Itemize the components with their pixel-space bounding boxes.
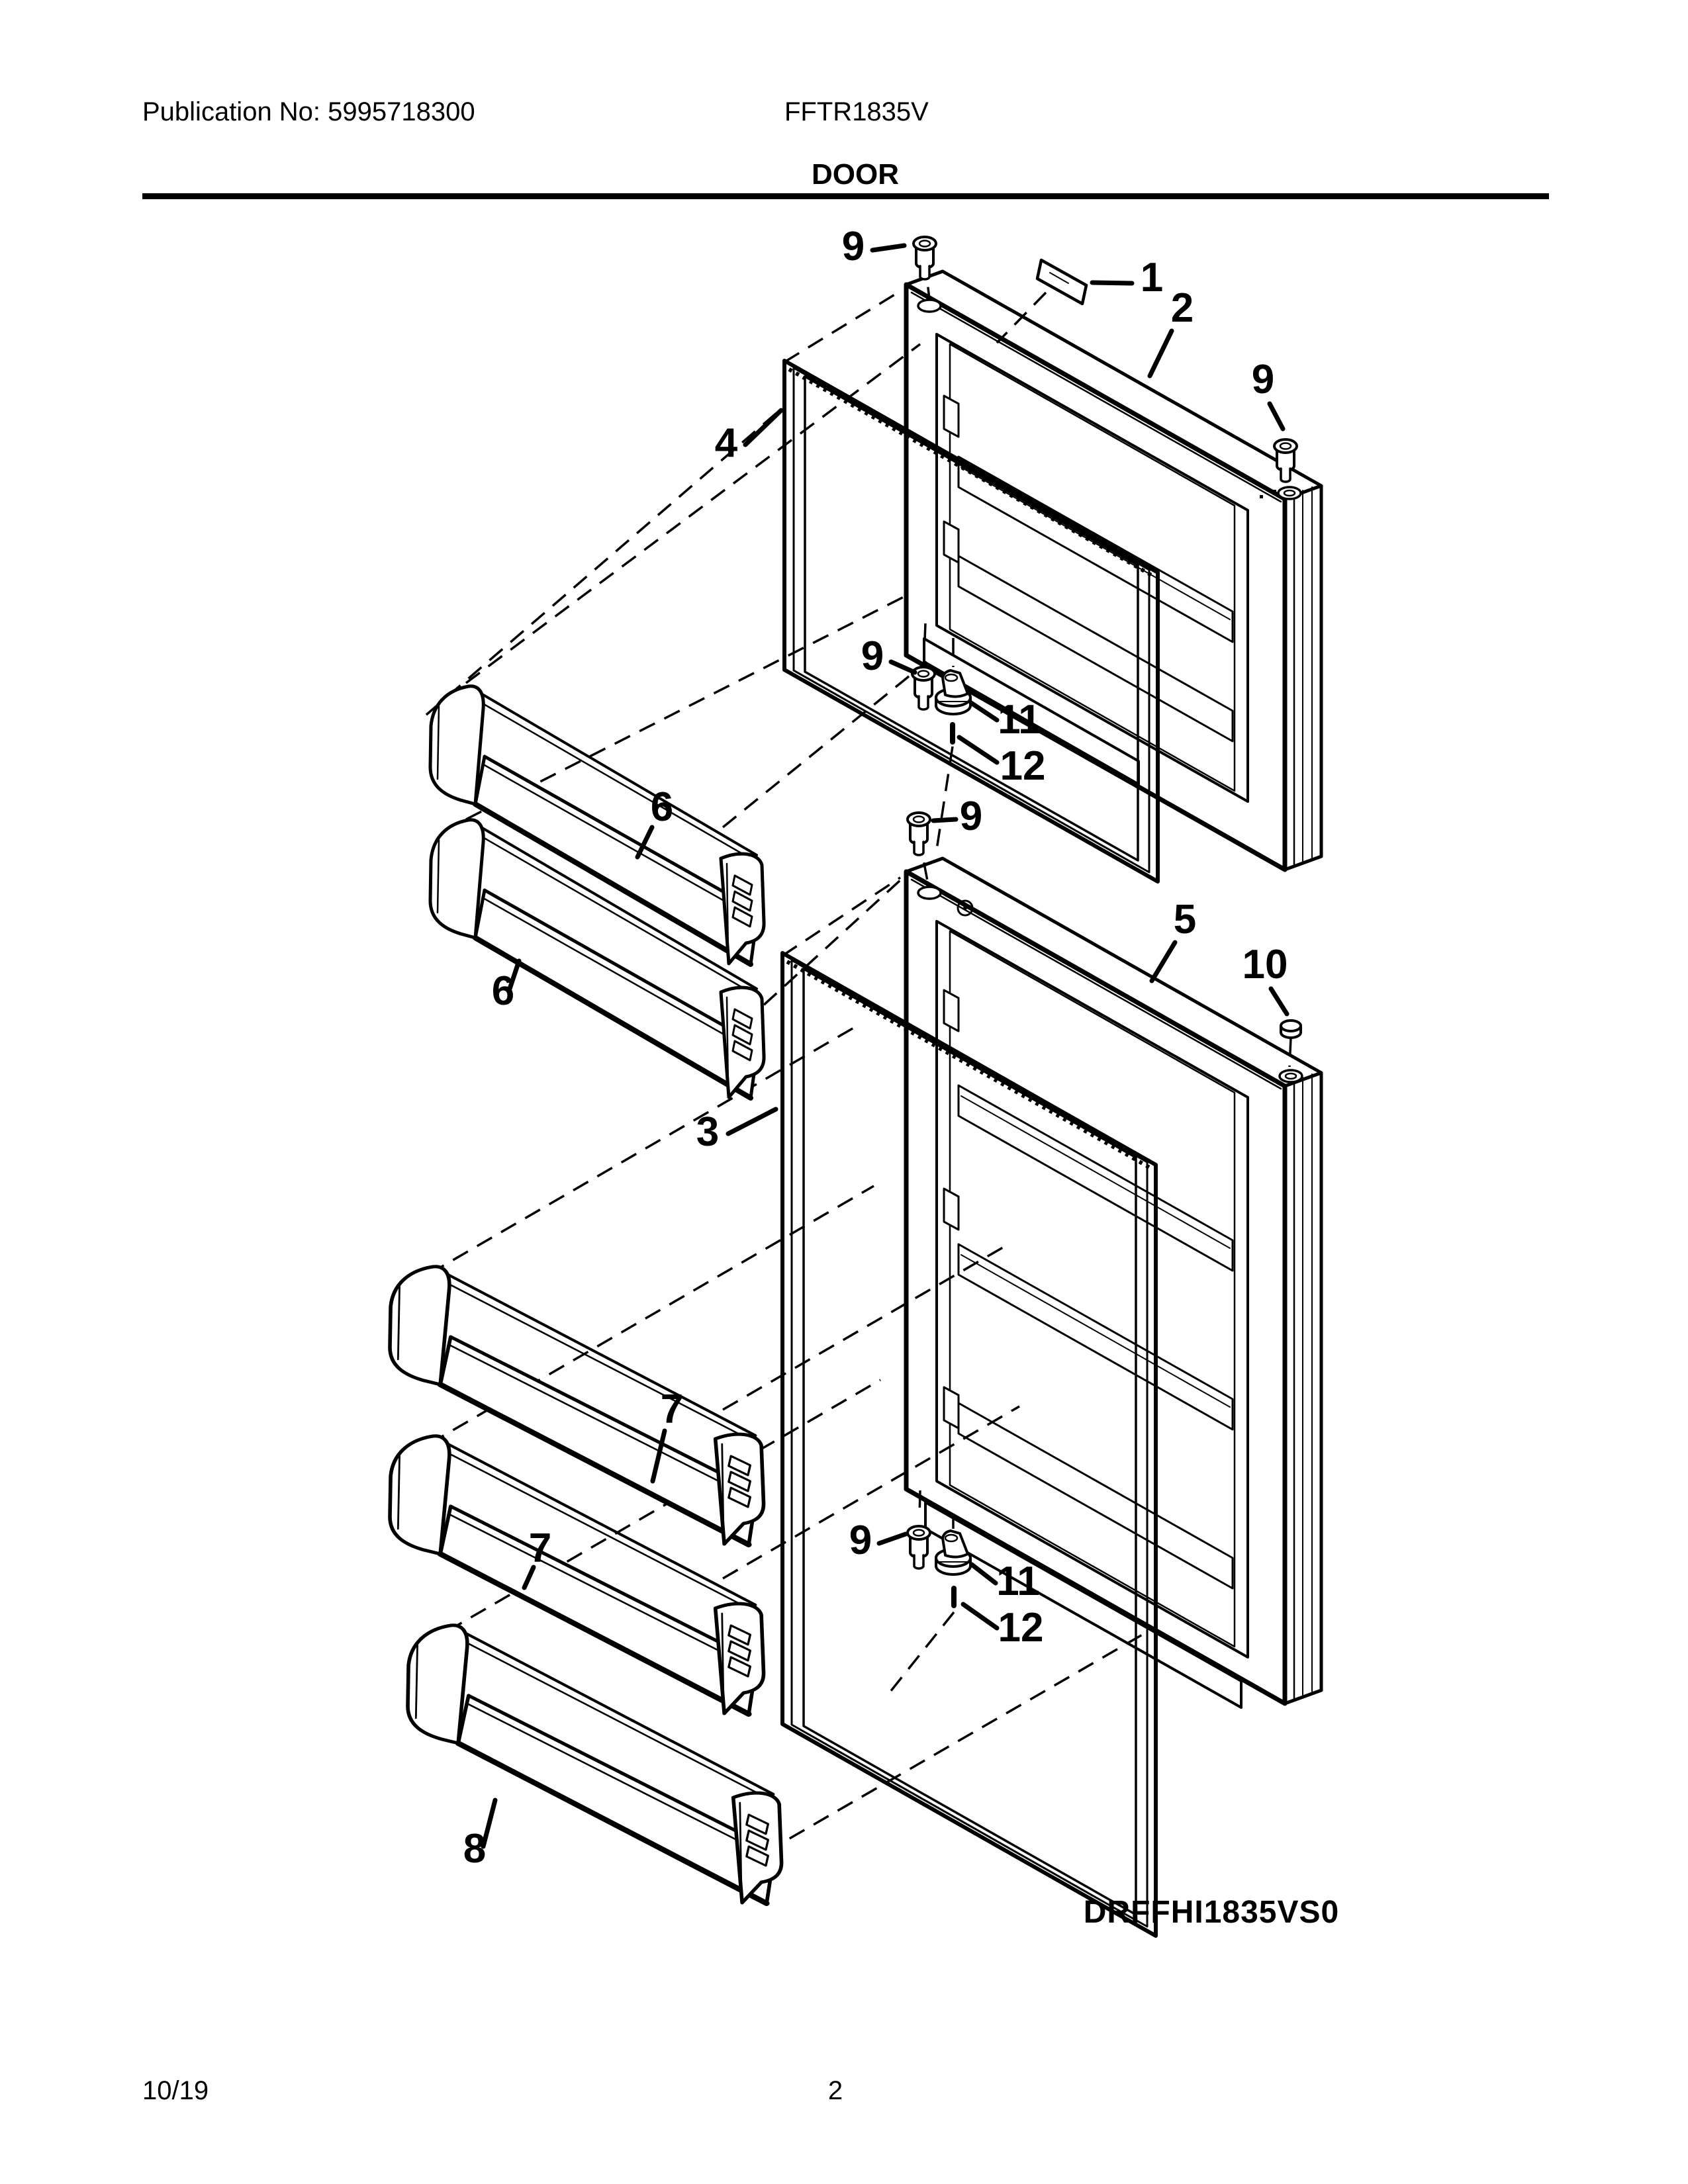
part-label: 11 [998, 697, 1041, 743]
hinge-pin-center [950, 722, 955, 745]
plug-hole [1280, 1070, 1302, 1082]
part-label: 3 [696, 1109, 720, 1155]
hinge-screw-hole [918, 300, 941, 312]
part-label: 10 [1242, 942, 1288, 987]
part-label: 9 [861, 633, 884, 679]
part-label: 7 [528, 1525, 552, 1571]
leader-line [745, 410, 781, 445]
hinge-pocket [944, 522, 959, 563]
shoulder-screw-fridge-top [908, 813, 930, 855]
hinge-pin-bottom [951, 1586, 957, 1608]
part-label: 5 [1173, 897, 1197, 942]
leader-line [1270, 404, 1283, 429]
callout-part-9 [842, 224, 904, 269]
callout-part-8 [463, 1800, 495, 1872]
shoulder-screw-fridge-bottom [908, 1526, 930, 1569]
section-title: DOOR [812, 158, 899, 191]
leader-line [963, 1604, 997, 1628]
callout-part-1 [1092, 255, 1163, 300]
variant-code: DRFFHI1835VS0 [1083, 1895, 1340, 1930]
footer-date: 10/19 [142, 2076, 209, 2105]
leader-line [959, 737, 997, 762]
hinge-pocket [944, 396, 959, 437]
leader-line [1271, 989, 1287, 1014]
callout-part-11 [971, 697, 1041, 743]
callout-part-5 [1152, 897, 1196, 981]
hinge-pocket [944, 1387, 959, 1428]
callout-part-3 [696, 1109, 776, 1155]
hinge-pocket [944, 990, 959, 1031]
leader-line [872, 246, 904, 250]
part-label: 1 [1140, 255, 1164, 300]
leader-line [879, 1534, 906, 1543]
part-label: 9 [1251, 357, 1275, 402]
part-label: 6 [491, 968, 515, 1014]
footer-page-number: 2 [827, 2076, 843, 2105]
part-label: 2 [1170, 285, 1194, 331]
part-label: 7 [660, 1387, 684, 1432]
part-label: 11 [996, 1559, 1040, 1604]
callout-part-6 [637, 784, 673, 857]
part-label: 9 [959, 794, 983, 839]
model-number: FFTR1835V [784, 97, 929, 126]
header-rule [142, 193, 1549, 199]
callout-part-6 [492, 961, 519, 1014]
hinge-screw-hole [1278, 487, 1301, 499]
part-label: 8 [463, 1826, 487, 1872]
callout-part-11 [972, 1559, 1040, 1604]
part-label: 12 [1000, 743, 1046, 789]
leader-line [1152, 942, 1175, 981]
callout-part-12 [963, 1604, 1043, 1651]
shoulder-screw-freezer-left [914, 237, 936, 279]
leader-line [933, 819, 956, 821]
part-label: 6 [650, 784, 674, 830]
callout-part-12 [959, 737, 1045, 789]
part-label: 9 [849, 1518, 872, 1563]
callout-part-9 [1252, 357, 1283, 429]
part-label: 9 [841, 224, 865, 269]
hinge-pocket [944, 1189, 959, 1230]
door-bins [390, 686, 782, 1903]
nameplate [1037, 260, 1086, 304]
leader-line [891, 662, 915, 672]
leader-line [1150, 331, 1172, 376]
hole-plug [1281, 1021, 1301, 1038]
hinge-screw-hole [918, 887, 941, 899]
callout-part-9 [849, 1518, 906, 1563]
publication-number: Publication No: 5995718300 [142, 97, 475, 126]
callout-part-10 [1243, 942, 1288, 1014]
part-label: 12 [998, 1605, 1044, 1651]
part-label: 4 [714, 420, 738, 466]
leader-line [728, 1109, 776, 1134]
